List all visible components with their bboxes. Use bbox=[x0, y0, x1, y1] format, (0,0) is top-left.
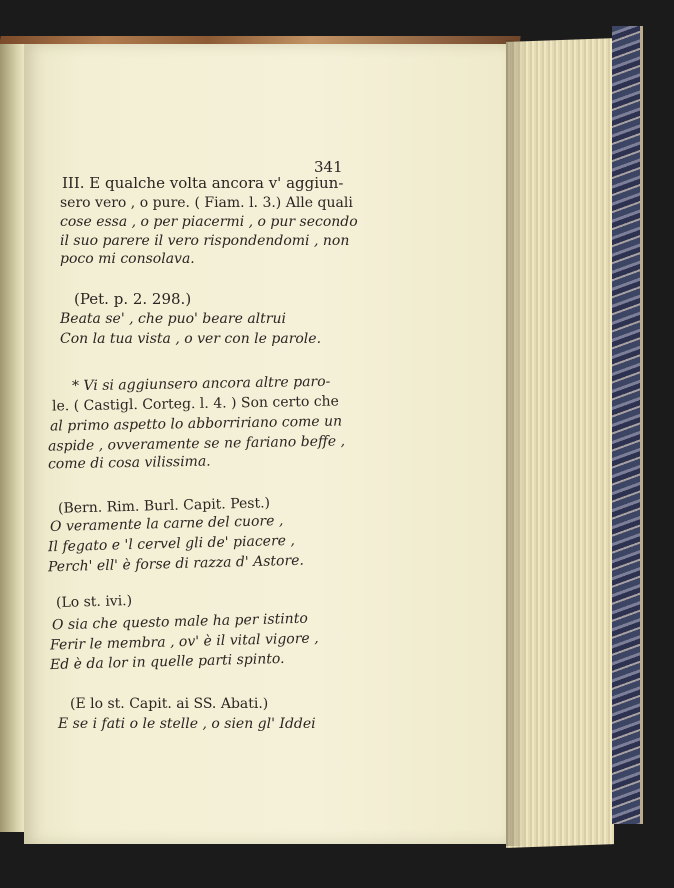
note-line: al primo aspetto lo abborririano come un bbox=[49, 413, 343, 435]
citation-line: (E lo st. Capit. ai SS. Abati.) bbox=[70, 696, 269, 712]
verse-line: Il fegato e 'l cervel gli de' piacere , bbox=[47, 532, 296, 556]
verse-line: Perch' ell' è forse di razza d' Astore. bbox=[47, 552, 305, 576]
note-line: le. ( Castigl. Corteg. l. 4. ) Son certo che bbox=[51, 393, 340, 415]
previous-page-edge bbox=[0, 44, 24, 832]
paragraph-line: il suo parere il vero rispondendomi , non bbox=[60, 233, 350, 249]
page-block-shadow bbox=[506, 40, 526, 846]
verse-line: Ed è da lor in quelle parti spinto. bbox=[49, 650, 285, 674]
verse-line: O sia che questo male ha per istinto bbox=[51, 610, 308, 634]
citation-line: (Pet. p. 2. 298.) bbox=[74, 290, 192, 308]
citation-line: (Bern. Rim. Burl. Capit. Pest.) bbox=[57, 495, 271, 517]
paragraph-line: sero vero , o pure. ( Fiam. l. 3.) Alle quali bbox=[60, 195, 353, 211]
note-line: aspide , ovveramente se ne fariano beffe , bbox=[47, 433, 346, 455]
paragraph-line: poco mi consolava. bbox=[60, 251, 195, 267]
paragraph-line: III. E qualche volta ancora v' aggiun- bbox=[62, 174, 344, 192]
paragraph-line: cose essa , o per piacermi , o pur secondo bbox=[60, 214, 358, 230]
verse-line: Ferir le membra , ov' è il vital vigore , bbox=[49, 630, 319, 654]
note-line: come di cosa vilissima. bbox=[47, 453, 211, 473]
note-line: * Vi si aggiunsero ancora altre paro- bbox=[71, 373, 331, 395]
verse-line: O veramente la carne del cuore , bbox=[49, 512, 284, 536]
page-number: 341 bbox=[314, 158, 343, 176]
verse-line: Beata se' , che puo' beare altrui bbox=[60, 311, 286, 327]
book-cover bbox=[612, 26, 643, 824]
verse-line: E se i fati o le stelle , o sien gl' Iddei bbox=[58, 716, 316, 732]
verse-line: Con la tua vista , o ver con le parole. bbox=[60, 331, 322, 347]
citation-line: (Lo st. ivi.) bbox=[55, 593, 133, 611]
